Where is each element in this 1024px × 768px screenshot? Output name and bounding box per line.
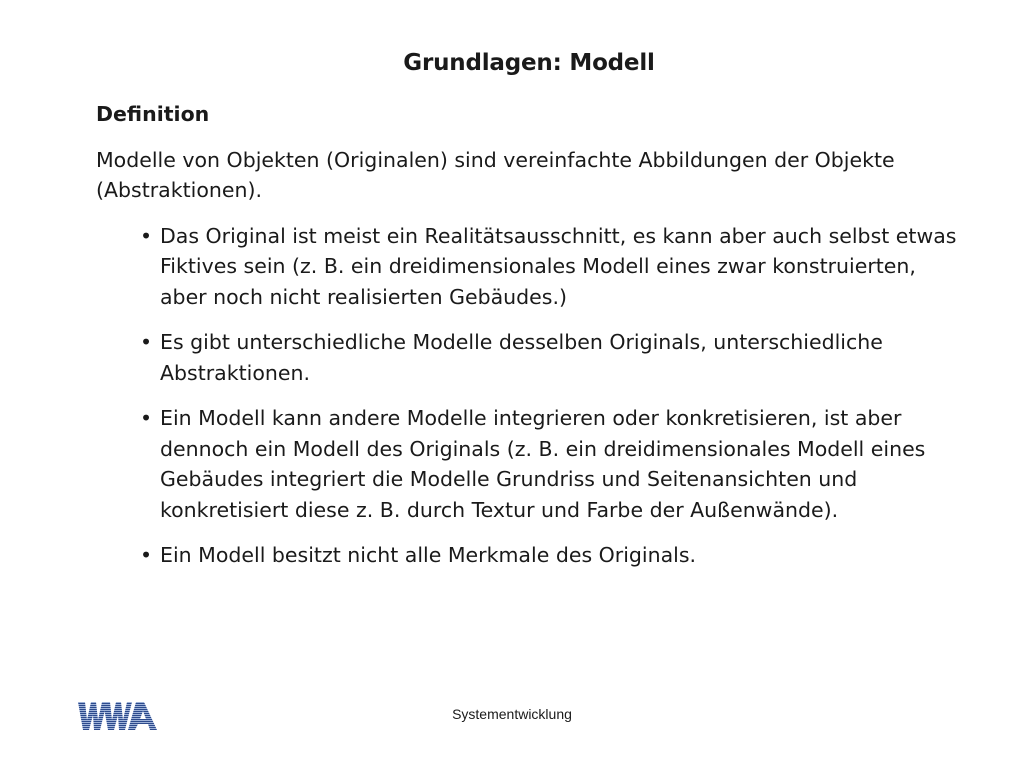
- bullet-dot: •: [140, 330, 153, 354]
- bullet-text: Ein Modell kann andere Modelle integrieren oder konkretisieren, ist aber dennoch ein Modell des Originals (z. B. ein dreidimensionales Modell eines Gebäudes integriert die Modelle Grundriss und Seitenansichten und konkretisiert diese z. B. durch Textur und Farbe der Außenwände).: [160, 406, 926, 522]
- slide-title: Grundlagen: Modell: [403, 50, 655, 76]
- bullet-dot: •: [140, 406, 153, 430]
- bullet-list: [96, 221, 966, 571]
- bullet-item: [140, 403, 966, 525]
- definition-intro: Modelle von Objekten (Originalen) sind vereinfachte Abbildungen der Objekte (Abstraktionen).: [96, 147, 895, 202]
- footer-text: Systementwicklung: [452, 706, 572, 722]
- bullet-text: Ein Modell besitzt nicht alle Merkmale des Originals.: [160, 543, 697, 567]
- bullet-text: Das Original ist meist ein Realitätsausschnitt, es kann aber auch selbst etwas Fiktives sein (z. B. ein dreidimensionales Modell eines zwar konstruierten, aber noch nicht realisierten Gebäudes.): [160, 223, 957, 309]
- bullet-dot: •: [140, 543, 153, 567]
- bullet-item: [140, 327, 966, 388]
- bullet-item: [140, 221, 966, 313]
- bullet-dot: •: [140, 223, 153, 248]
- definition-heading: Definition: [96, 102, 210, 126]
- bullet-text: Es gibt unterschiedliche Modelle desselben Originals, unterschiedliche Abstraktionen.: [160, 330, 883, 385]
- slide-content: [96, 99, 966, 586]
- bullet-item: [140, 540, 966, 571]
